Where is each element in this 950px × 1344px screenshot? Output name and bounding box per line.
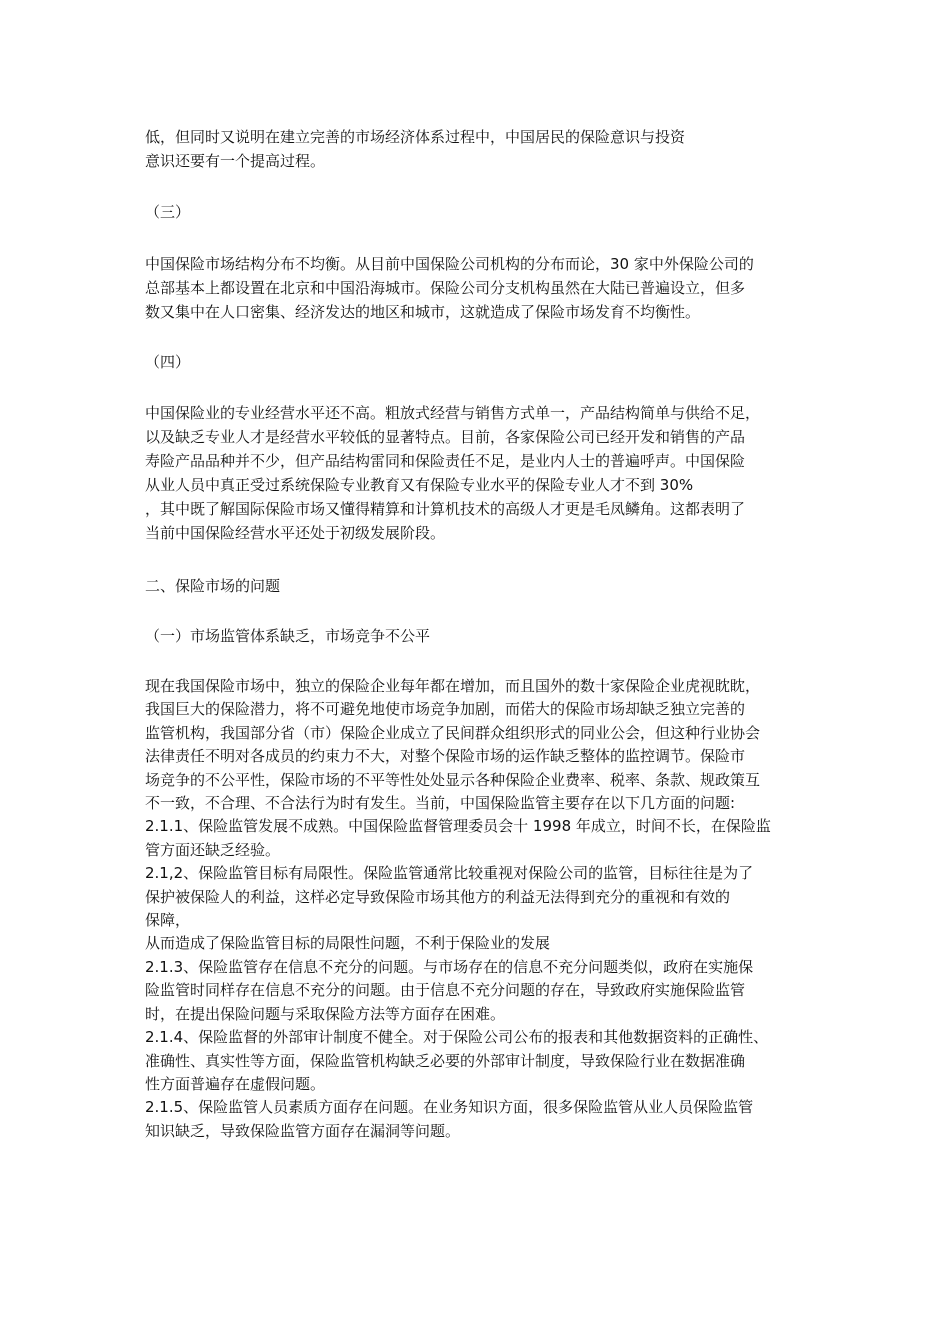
text-line: 知识缺乏，导致保险监管方面存在漏洞等问题。: [145, 1121, 461, 1140]
text-line: 2.1.5、保险监管人员素质方面存在问题。在业务知识方面，很多保险监管从业人员保险监管: [145, 1098, 754, 1117]
text-line: 意识还要有一个提高过程。: [145, 152, 326, 170]
text-line: 场竞争的不公平性，保险市场的不平等性处处显示各种保险企业费率、税率、条款、规政策互: [145, 770, 761, 789]
heading-text: （一）市场监管体系缺乏，市场竞争不公平: [145, 627, 431, 645]
heading-section-3: [145, 200, 825, 224]
text-line: 性方面普遍存在虚假问题。: [145, 1074, 326, 1093]
text-line: 2.1,2、保险监管目标有局限性。保险监管通常比较重视对保险公司的监管，目标往往是为了: [145, 864, 754, 883]
text-line: 法律责任不明对各成员的约束力不大，对整个保险市场的运作缺乏整体的监控调节。保险市: [145, 747, 746, 766]
text-line: 险监管时同样存在信息不充分的问题。由于信息不充分问题的存在，导致政府实施保险监管: [145, 981, 746, 1000]
text-line: 数又集中在人口密集、经济发达的地区和城市，这就造成了保险市场发育不均衡性。: [145, 303, 701, 321]
text-line: ，其中既了解国际保险市场又懂得精算和计算机技术的高级人才更是毛凤鳞角。这都表明了: [145, 500, 746, 518]
text-line: 从业人员中真正受过系统保险专业教育又有保险专业水平的保险专业人才不到 30%: [145, 476, 694, 494]
text-line: 2.1.4、保险监督的外部审计制度不健全。对于保险公司公布的报表和其他数据资料的正确性、: [145, 1028, 769, 1047]
text-line: 中国保险业的专业经营水平还不高。粗放式经营与销售方式单一，产品结构简单与供给不足，: [145, 404, 761, 422]
text-line: 寿险产品品种并不少，但产品结构雷同和保险责任不足，是业内人士的普遍呼声。中国保险: [145, 452, 746, 470]
text-line: 当前中国保险经营水平还处于初级发展阶段。: [145, 524, 446, 542]
heading-text: 二、保险市场的问题: [145, 577, 281, 595]
paragraph-section-3: [145, 252, 825, 324]
text-line: 中国保险市场结构分布不均衡。从目前中国保险公司机构的分布而论，30 家中外保险公司的: [145, 255, 754, 273]
text-line: 时，在提出保险问题与采取保险方法等方面存在困难。: [145, 1004, 506, 1023]
text-line: 不一致，不合理、不合法行为时有发生。当前，中国保险监管主要存在以下几方面的问题:: [145, 794, 736, 813]
heading-text: （四）: [145, 353, 191, 371]
text-line: 2.1.1、保险监管发展不成熟。中国保险监督管理委员会十 1998 年成立，时间不长，在保险监: [145, 817, 771, 836]
paragraph-intro: [145, 125, 825, 173]
text-line: 保障，: [145, 911, 191, 930]
text-line: 我国巨大的保险潜力，将不可避免地使市场竞争加剧，而偌大的保险市场却缺乏独立完善的: [145, 700, 746, 719]
heading-section-2: [145, 574, 825, 598]
text-line: 低，但同时又说明在建立完善的市场经济体系过程中，中国居民的保险意识与投资: [145, 128, 686, 146]
text-line: 准确性、真实性等方面，保险监管机构缺乏必要的外部审计制度，导致保险行业在数据准确: [145, 1051, 746, 1070]
paragraph-main: [145, 675, 825, 1143]
text-line: 现在我国保险市场中，独立的保险企业每年都在增加，而且国外的数十家保险企业虎视眈眈，: [145, 677, 761, 695]
heading-text: （三）: [145, 203, 191, 221]
heading-section-4: [145, 350, 825, 374]
text-line: 总部基本上都设置在北京和中国沿海城市。保险公司分支机构虽然在大陆已普遍设立，但多: [145, 279, 746, 297]
text-line: 保护被保险人的利益，这样必定导致保险市场其他方的利益无法得到充分的重视和有效的: [145, 887, 731, 906]
text-line: 管方面还缺乏经验。: [145, 840, 281, 859]
text-line: 以及缺乏专业人才是经营水平较低的显著特点。目前，各家保险公司已经开发和销售的产品: [145, 428, 746, 446]
text-line: 从而造成了保险监管目标的局限性问题，不利于保险业的发展: [145, 934, 551, 953]
heading-subsection-1: [145, 624, 825, 648]
paragraph-section-4: [145, 401, 825, 545]
text-line: 监管机构，我国部分省（市）保险企业成立了民间群众组织形式的同业公会，但这种行业协会: [145, 723, 761, 742]
text-line: 2.1.3、保险监管存在信息不充分的问题。与市场存在的信息不充分问题类似，政府在实施保: [145, 957, 754, 976]
